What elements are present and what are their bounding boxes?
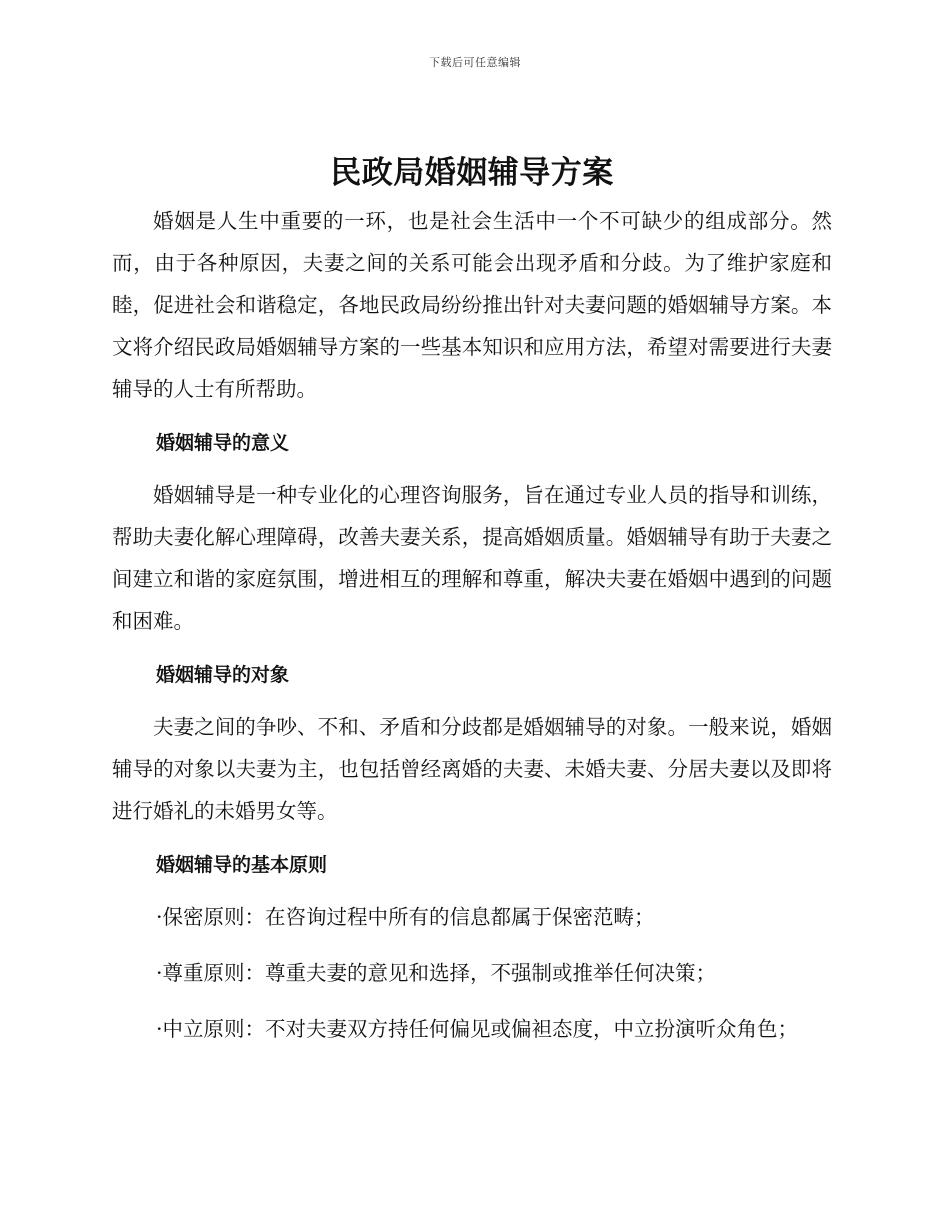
principle-item-confidentiality [112,896,832,938]
section-body-targets: 夫妻之间的争吵、不和、矛盾和分歧都是婚姻辅导的对象。一般来说，婚姻辅导的对象以夫妻为主，也包括曾经离婚的夫妻、未婚夫妻、分居夫妻以及即将进行婚礼的未婚男女等。 [112,715,832,823]
bullet-dot-icon: · [156,1017,163,1041]
principle-text: 中立原则：不对夫妻双方持任何偏见或偏袒态度，中立扮演听众角色； [162,1017,799,1041]
principle-text: 尊重原则：尊重夫妻的意见和选择，不强制或推举任何决策； [162,961,717,985]
document-body [112,150,832,1064]
section-heading-meaning: 婚姻辅导的意义 [156,432,290,454]
page-header-note: 下载后可任意编辑 [429,56,521,69]
principle-item-respect [112,952,832,994]
bullet-dot-icon: · [156,961,163,985]
intro-paragraph: 婚姻是人生中重要的一环，也是社会生活中一个不可缺少的组成部分。然而，由于各种原因，夫妻之间的关系可能会出现矛盾和分歧。为了维护家庭和睦，促进社会和谐稳定，各地民政局纷纷推出针对夫妻问题的婚姻辅导方案。本文将介绍民政局婚姻辅导方案的一些基本知识和应用方法，希望对需要进行夫妻辅导的人士有所帮助。 [112,209,832,401]
bullet-dot-icon: · [156,905,163,929]
section-heading-principles: 婚姻辅导的基本原则 [156,854,328,876]
section-heading-targets: 婚姻辅导的对象 [156,664,290,686]
principle-item-neutrality [112,1008,832,1050]
principle-text: 保密原则：在咨询过程中所有的信息都属于保密范畴； [162,905,655,929]
document-title: 民政局婚姻辅导方案 [330,155,614,191]
section-body-meaning: 婚姻辅导是一种专业化的心理咨询服务，旨在通过专业人员的指导和训练，帮助夫妻化解心理障碍，改善夫妻关系，提高婚姻质量。婚姻辅导有助于夫妻之间建立和谐的家庭氛围，增进相互的理解和尊重，解决夫妻在婚姻中遇到的问题和困难。 [112,483,832,633]
